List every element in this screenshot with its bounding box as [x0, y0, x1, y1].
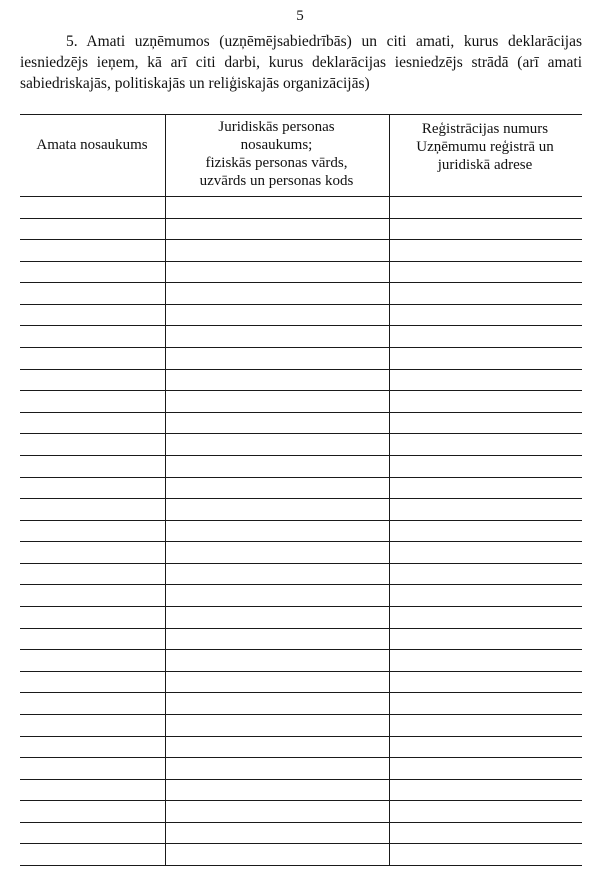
table-row-line — [20, 433, 582, 434]
column-header-legal-person-line: Juridiskās personas — [218, 119, 335, 135]
table-row-line — [20, 843, 582, 844]
table-row-line — [20, 261, 582, 262]
table-row-line — [20, 304, 582, 305]
table-row-line — [20, 541, 582, 542]
table-column-divider — [165, 114, 166, 865]
table-row-line — [20, 584, 582, 585]
table-row-line — [20, 390, 582, 391]
table-row-line — [20, 822, 582, 823]
table-row-line — [20, 369, 582, 370]
column-header-legal-person-line: fiziskās personas vārds, — [205, 155, 348, 171]
table-row-line — [20, 671, 582, 672]
table-row-line — [20, 757, 582, 758]
column-header-registration-line: Uzņēmumu reģistrā un — [416, 139, 554, 155]
table-row-line — [20, 282, 582, 283]
table-row-line — [20, 325, 582, 326]
table-row-line — [20, 606, 582, 607]
table-row-line — [20, 628, 582, 629]
column-header-legal-person-line: uzvārds un personas kods — [199, 173, 354, 189]
table-row-line — [20, 477, 582, 478]
table-row-line — [20, 736, 582, 737]
section-heading: 5. Amati uzņēmumos (uzņēmējsabiedrībās) un citi amati, kurus deklarācijas iesniedzējs ieņem, kā arī citi darbi, kurus deklarācijas iesniedzējs strādā (arī amati sabiedriskajās, politiskajās un reliģiskajās organizācijās) — [20, 33, 582, 92]
table-row-line — [20, 239, 582, 240]
page-number: 5 — [296, 8, 304, 24]
table-row-line — [20, 779, 582, 780]
column-header-position-line: Amata nosaukums — [36, 137, 148, 153]
table-row-line — [20, 714, 582, 715]
table-row-line — [20, 412, 582, 413]
column-header-legal-person — [165, 118, 388, 190]
table-row-line — [20, 520, 582, 521]
table-row-line — [20, 692, 582, 693]
column-header-position — [20, 136, 164, 154]
column-header-registration-line: juridiskā adrese — [437, 157, 533, 173]
column-header-legal-person-line: nosaukums; — [240, 137, 313, 153]
table-row-line — [20, 347, 582, 348]
table-row-line — [20, 218, 582, 219]
table-row-line — [20, 455, 582, 456]
column-header-registration-line: Reģistrācijas numurs — [421, 121, 549, 137]
table-row-line — [20, 498, 582, 499]
table-row-line — [20, 649, 582, 650]
table-column-divider — [389, 114, 390, 865]
table-top-border — [20, 114, 582, 115]
column-header-registration — [389, 120, 581, 174]
table-row-line — [20, 800, 582, 801]
table-row-line — [20, 865, 582, 866]
table-header-border — [20, 196, 582, 197]
table-row-line — [20, 563, 582, 564]
